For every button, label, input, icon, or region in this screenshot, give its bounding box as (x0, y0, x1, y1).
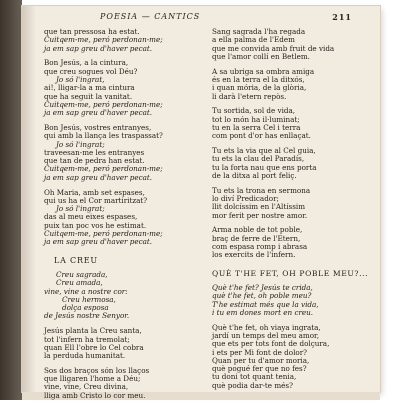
verse-line: com espasa romp i abrasa (212, 242, 308, 252)
spine-shadow (22, 6, 36, 392)
verse-line: lo diví Predicador; (212, 194, 279, 204)
verse-line: puix tan poc vos he estimat. (44, 220, 147, 230)
verse-line: mor ferit per nostre amor. (212, 210, 308, 220)
verse-line: braç de ferre de l'Etern, (212, 233, 301, 243)
page-header (38, 12, 368, 24)
verse-line: Cuitqem-me, peró perdonan-me; (44, 99, 163, 109)
stanza (212, 68, 370, 101)
verse-line: Creu hermosa, (62, 294, 116, 304)
verse-line: Tu ets la via que al Cel guia, (212, 146, 316, 156)
verse-line: que tan de pedra han estat. (44, 156, 145, 166)
page-number: 211 (332, 12, 352, 22)
verse-line: com pont d'or has enllaçat. (212, 131, 311, 141)
verse-line: quan Ell l'obre lo Cel cobra (44, 342, 144, 352)
verse-line: Arma noble de tot poble, (212, 225, 303, 235)
verse-line: Creu amada, (56, 278, 103, 288)
verse-line: Creu sagrada, (56, 269, 108, 279)
verse-line: la perduda humanitat. (44, 351, 126, 361)
stanza (212, 324, 370, 390)
verse-line: ja em sap greu d'haver pecat. (44, 237, 153, 247)
verse-line: Quan per tu d'amor moria, (212, 355, 310, 365)
verse-line: què podia dar-te més? (212, 380, 293, 390)
verse-line: qui us ha el Cor martiritzat? (44, 195, 148, 205)
book-edge (0, 0, 22, 400)
stanza (44, 124, 194, 182)
verse-line: tu ets la clau del Paradís, (212, 154, 305, 164)
verse-line: ja em sap greu d'haver pecat. (44, 43, 153, 53)
verse-line: Tu ets la trona en sermona (212, 185, 311, 195)
verse-line: das al meu eixes espases, (44, 212, 138, 222)
verse-line: T'he estimat més que la vida, (212, 299, 319, 309)
left-column (44, 28, 194, 407)
verse-line: Oh Maria, amb set espases, (44, 187, 145, 197)
verse-line: ja em sap greu d'haver pecat. (44, 172, 153, 182)
verse-line: Cuitqem-me, peró perdonan-me; (44, 35, 163, 45)
verse-line: traveesan-me les entranyes (44, 147, 145, 157)
verse-line: que ha seguit la vanitat. (44, 91, 133, 101)
refrain (212, 284, 370, 317)
stanza (212, 187, 370, 220)
stanza (44, 59, 194, 117)
verse-line: que ets per tots font de dolçura, (212, 339, 330, 349)
verse-line: Bon Jesús, vostres entranyes, (44, 122, 152, 132)
verse-line: i ets per Mi font de dolor? (212, 347, 307, 357)
right-column (212, 28, 370, 396)
verse-line: què pogué fer que no fes? (212, 364, 307, 374)
stanza (212, 147, 370, 180)
stanza (44, 327, 194, 360)
verse-line: a ella palma de l'Edem (212, 35, 295, 45)
verse-line: Jesús planta la Creu santa, (44, 326, 142, 336)
verse-line: què t'he fet, oh poble meu? (212, 291, 312, 301)
verse-line: que me convida amb fruit de vida (212, 43, 335, 53)
stanza (44, 28, 194, 53)
verse-line: Cuitqem-me, peró perdonan-me; (44, 229, 163, 239)
verse-line: ja em sap greu d'haver pecat. (44, 108, 153, 118)
stanza (44, 367, 194, 400)
section-title: QUÈ T'HE FET, OH POBLE MEU?... (212, 268, 369, 278)
verse-line: A sa ubriga sa ombra amiga (212, 66, 315, 76)
verse-line: que lligaren l'home a Déu; (44, 374, 141, 384)
verse-line: dolça esposa (62, 303, 109, 313)
verse-line: Jo só l'ingrat; (56, 139, 105, 149)
verse-line: que l'amor collí en Betlem. (212, 51, 310, 61)
verse-line: vine, vine, Creu divina, (44, 382, 129, 392)
verse-line: Què t'he fet? Jesús te crida, (212, 282, 313, 292)
verse-line: Sang sagrada l'ha regada (212, 27, 306, 36)
verse-line: Tu sortida, sol de vida, (212, 106, 296, 116)
running-title: POESIA — CANTICS (100, 12, 201, 21)
stanza (212, 107, 370, 140)
verse-line: los exercits de l'infern. (212, 250, 296, 260)
verse-line: llit dolcíssim en l'Altíssim (212, 202, 306, 212)
section-title: LA CREU (54, 255, 98, 265)
verse-line: lliga amb Cristo lo cor meu. (44, 390, 146, 400)
verse-line: Bon Jesús, a la cintura, (44, 58, 129, 68)
verse-line: que creu sogues vol Déu? (44, 66, 138, 76)
verse-line: vine, vine a nostre cor: (44, 286, 128, 296)
verse-line: i quan mória, de la glòria, (212, 83, 307, 93)
verse-line: és en la terra el la ditxós, (212, 74, 305, 84)
verse-line: tu la forta nau que ens porta (212, 162, 317, 172)
stanza (212, 28, 370, 61)
verse-line: Jo só l'ingrat; (56, 204, 105, 214)
verse-line: que tan pressosa ha estat. (44, 27, 140, 36)
verse-line: jardí un temps del meu amor, (212, 330, 319, 340)
verse-line: tu doni tot quant tenia, (212, 372, 297, 382)
verse-line: qui amb la llança les traspassat? (44, 131, 163, 141)
stanza (44, 189, 194, 247)
verse-line: li darà l'etern repòs. (212, 91, 287, 101)
verse-line: Jo só l'ingrat, (56, 74, 105, 84)
verse-line: tot l'infern ha tremolat; (44, 334, 130, 344)
verse-line: de la ditxa al port feliç. (212, 170, 297, 180)
verse-line: tu en la serra Cel i terra (212, 122, 301, 132)
stanza (212, 226, 370, 259)
refrain (44, 271, 194, 321)
verse-line: Cuitqem-me, peró perdonan-me; (44, 164, 163, 174)
verse-line: de Jesús nostre Senyor. (44, 311, 130, 321)
verse-line: ai!, lligar-la a ma cintura (44, 83, 135, 93)
verse-line: i tu em dones mort en creu. (212, 307, 314, 317)
verse-line: tot lo món ha il·luminat; (212, 114, 300, 124)
verse-line: Què t'he fet, oh viaya ingrata, (212, 322, 321, 332)
verse-line: Sos dos braços són los llaços (44, 365, 150, 375)
